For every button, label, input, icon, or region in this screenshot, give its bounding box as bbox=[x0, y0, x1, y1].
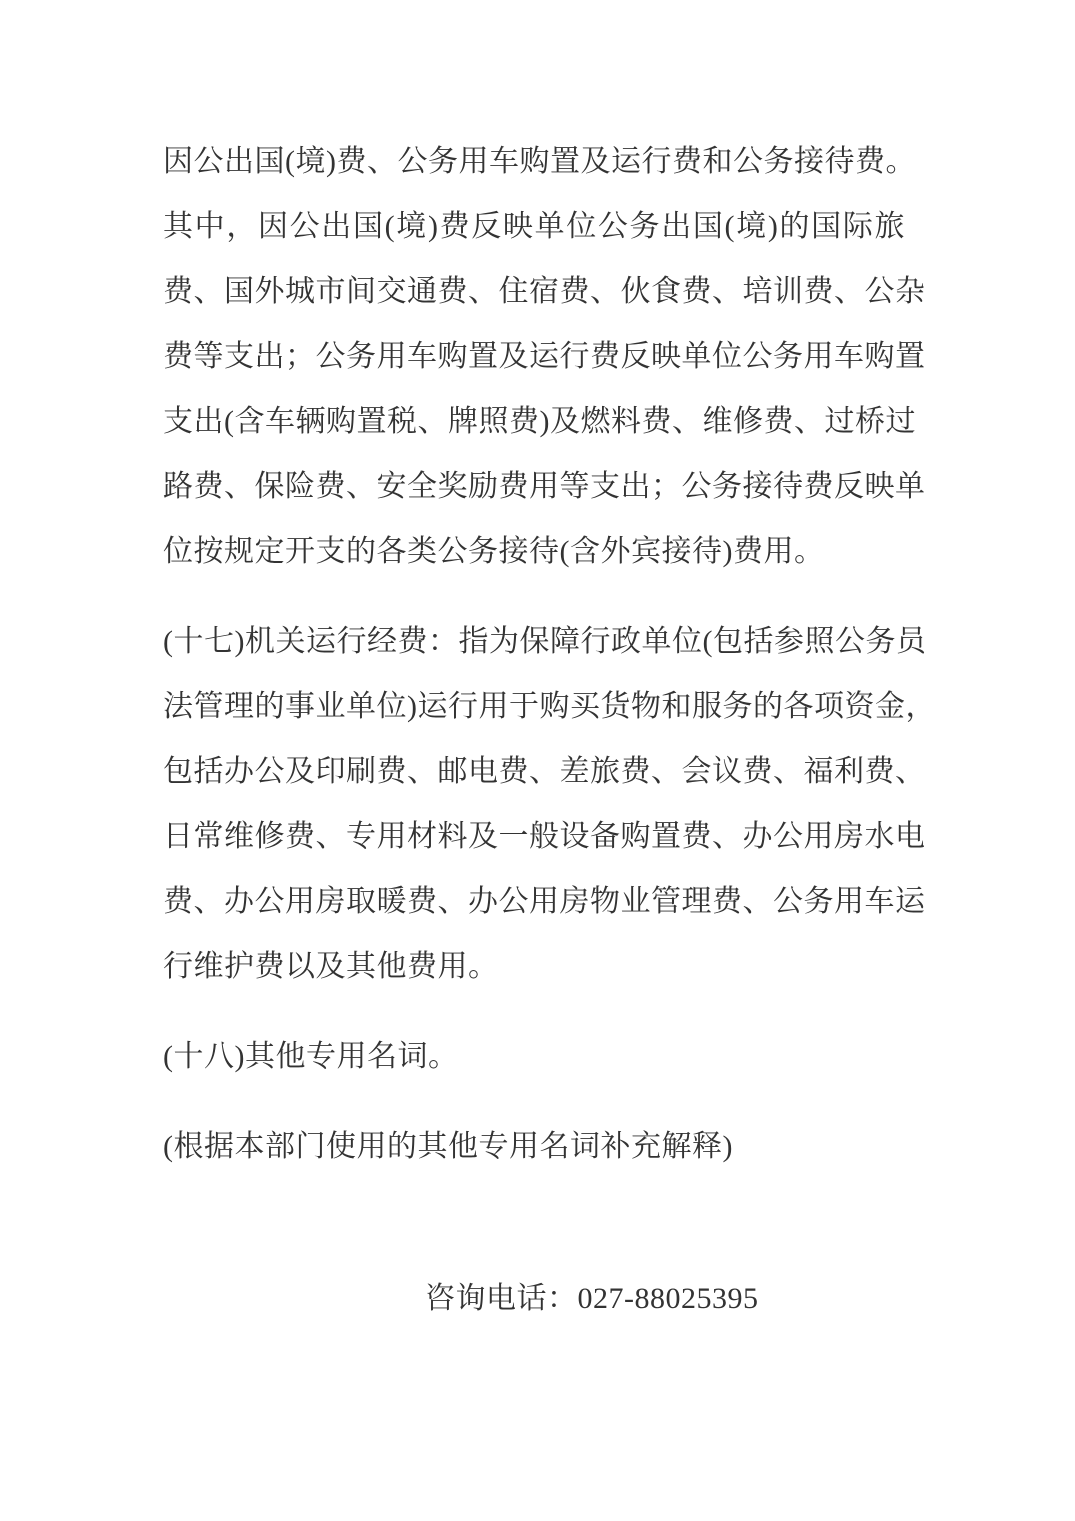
text-line: 包括办公及印刷费、邮电费、差旅费、会议费、福利费、 bbox=[163, 755, 926, 788]
paragraph-item-17-operating-funds bbox=[163, 609, 936, 999]
text-line: 位按规定开支的各类公务接待(含外宾接待)费用。 bbox=[163, 535, 825, 568]
contact-line bbox=[163, 1266, 905, 1331]
text-line: 因公出国(境)费、公务用车购置及运行费和公务接待费。 bbox=[163, 145, 916, 178]
text-line: 费等支出；公务用车购置及运行费反映单位公务用车购置 bbox=[163, 340, 926, 373]
contact-label: 咨询电话： bbox=[425, 1282, 578, 1315]
paragraph-supplementary-note bbox=[163, 1114, 905, 1179]
text-line: (根据本部门使用的其他专用名词补充解释) bbox=[163, 1130, 733, 1163]
text-line: 日常维修费、专用材料及一般设备购置费、办公用房水电 bbox=[163, 820, 926, 853]
text-line: 支出(含车辆购置税、牌照费)及燃料费、维修费、过桥过 bbox=[163, 405, 916, 438]
document-body bbox=[163, 129, 936, 1331]
text-line: 法管理的事业单位)运行用于购买货物和服务的各项资金， bbox=[163, 690, 936, 723]
text-line: 其中，因公出国(境)费反映单位公务出国(境)的国际旅 bbox=[163, 210, 905, 243]
text-line: (十八)其他专用名词。 bbox=[163, 1040, 459, 1073]
contact-phone-number: 027-88025395 bbox=[577, 1282, 759, 1315]
text-line: 费、国外城市间交通费、住宿费、伙食费、培训费、公杂 bbox=[163, 275, 926, 308]
text-line: (十七)机关运行经费：指为保障行政单位(包括参照公务员 bbox=[163, 625, 927, 658]
paragraph-expense-definitions bbox=[163, 129, 926, 584]
text-line: 费、办公用房取暖费、办公用房物业管理费、公务用车运 bbox=[163, 885, 926, 918]
paragraph-item-18-other-terms bbox=[163, 1024, 905, 1089]
text-line: 路费、保险费、安全奖励费用等支出；公务接待费反映单 bbox=[163, 470, 926, 503]
text-line: 行维护费以及其他费用。 bbox=[163, 950, 499, 983]
